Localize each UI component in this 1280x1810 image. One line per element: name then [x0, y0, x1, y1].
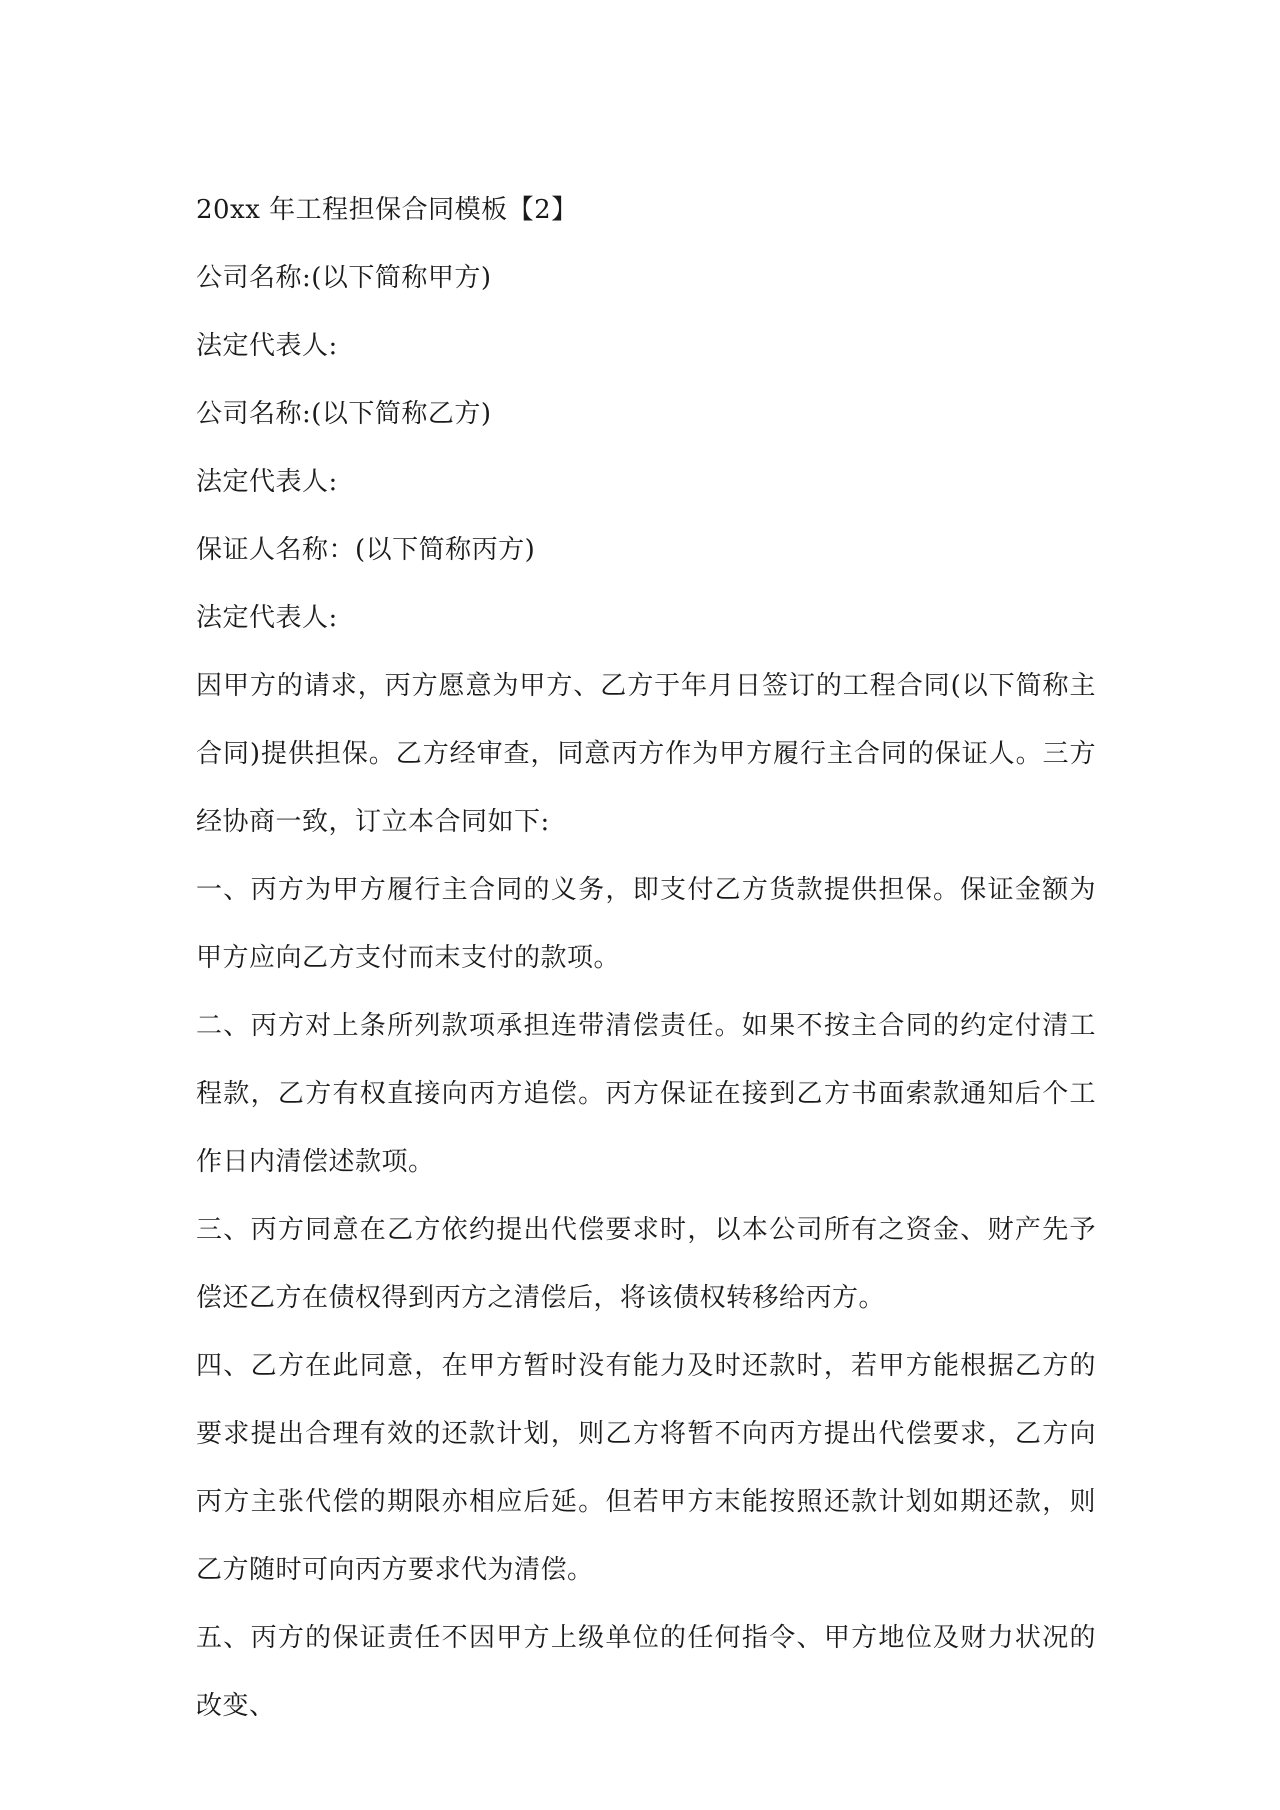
party-a-company-line: 公司名称:(以下简称甲方): [196, 263, 492, 293]
party-a-representative-line: 法定代表人:: [196, 331, 338, 361]
clause-2-paragraph: 二、丙方对上条所列款项承担连带清偿责任。如果不按主合同的约定付清工程款，乙方有权直接向丙方追偿。丙方保证在接到乙方书面索款通知后个工作日内清偿述款项。: [196, 1011, 1096, 1177]
document-title: 20xx 年工程担保合同模板【2】: [196, 195, 578, 225]
clause-1-paragraph: 一、丙方为甲方履行主合同的义务，即支付乙方货款提供担保。保证金额为甲方应向乙方支付而末支付的款项。: [196, 875, 1096, 973]
clause-5-paragraph: 五、丙方的保证责任不因甲方上级单位的任何指令、甲方地位及财力状况的改变、: [196, 1623, 1096, 1721]
guarantor-name-line: 保证人名称：(以下简称丙方): [196, 535, 536, 565]
guarantor-representative-line: 法定代表人:: [196, 603, 338, 633]
clause-3-paragraph: 三、丙方同意在乙方依约提出代偿要求时，以本公司所有之资金、财产先予偿还乙方在债权得到丙方之清偿后，将该债权转移给丙方。: [196, 1215, 1096, 1313]
document-body: [196, 176, 1096, 1740]
party-b-representative-line: 法定代表人:: [196, 467, 338, 497]
party-b-company-line: 公司名称:(以下简称乙方): [196, 399, 492, 429]
intro-paragraph: 因甲方的请求，丙方愿意为甲方、乙方于年月日签订的工程合同(以下简称主合同)提供担保。乙方经审查，同意丙方作为甲方履行主合同的保证人。三方经协商一致，订立本合同如下:: [196, 671, 1096, 837]
clause-4-paragraph: 四、乙方在此同意，在甲方暂时没有能力及时还款时，若甲方能根据乙方的要求提出合理有效的还款计划，则乙方将暂不向丙方提出代偿要求，乙方向丙方主张代偿的期限亦相应后延。但若甲方末能按照还款计划如期还款，则乙方随时可向丙方要求代为清偿。: [196, 1351, 1096, 1585]
